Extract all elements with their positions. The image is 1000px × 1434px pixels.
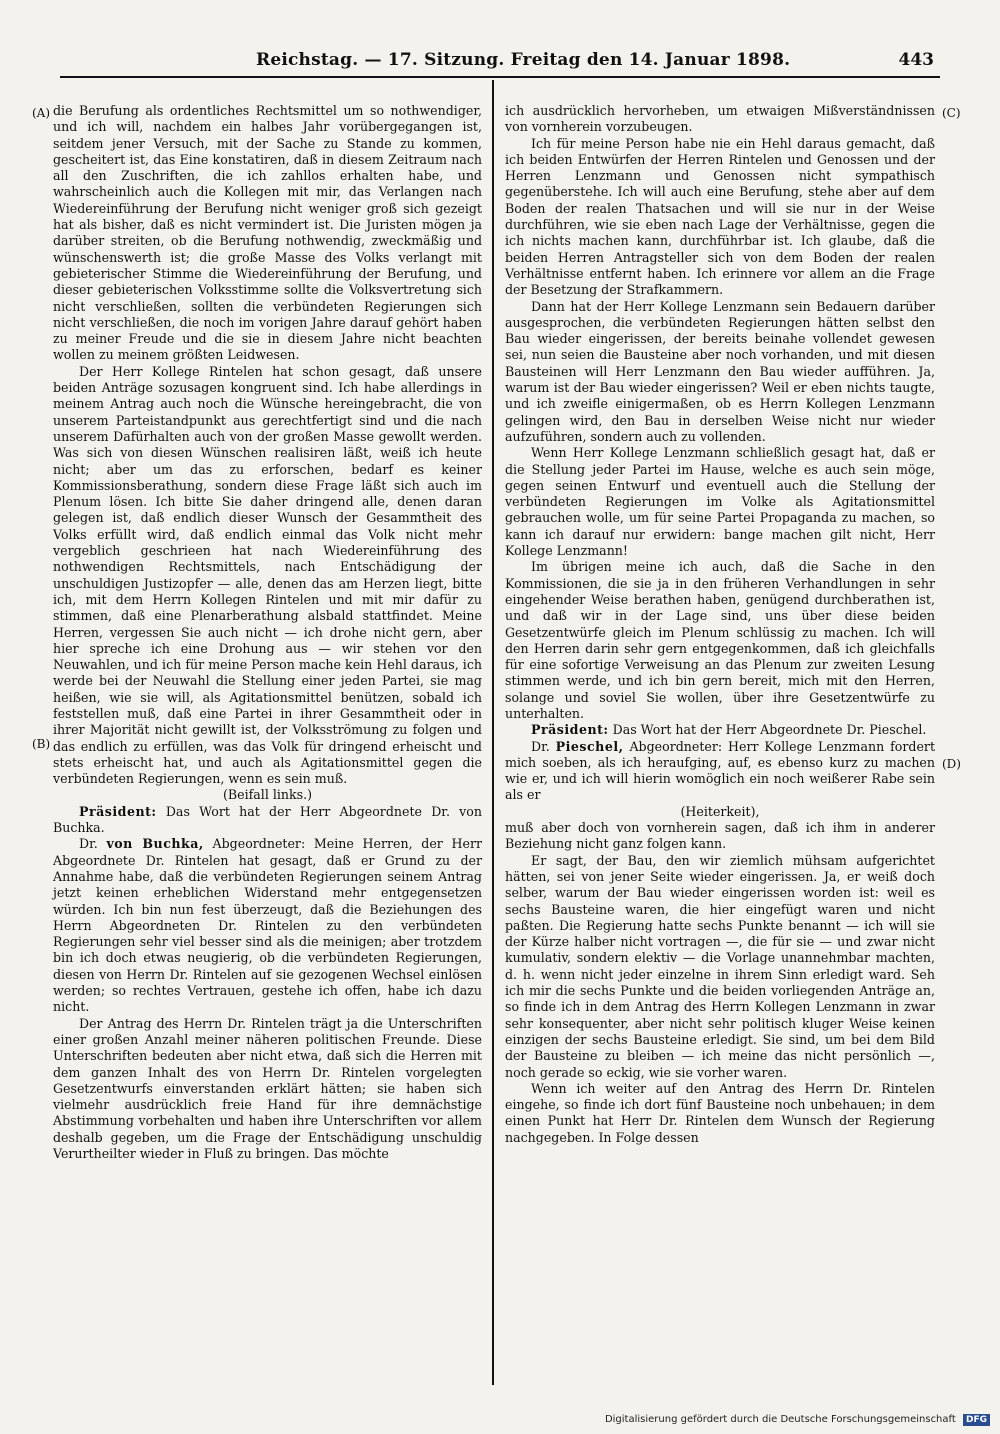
speaker-name: von Buchka, [106,836,204,852]
header-rule [60,76,940,78]
paragraph: muß aber doch von vornherein sagen, daß ich ihm in anderer Beziehung nicht ganz folgen kann. [505,820,935,852]
paragraph: Er sagt, der Bau, den wir ziemlich mühsam aufgerichtet hätten, sei von jener Seite wieder eingerissen. Ja, er weiß doch selber, warum der Bau wieder eingerissen worden ist: weil es sechs Bausteine waren, die hier eingefügt waren und nicht paßten. Die Regierung hatte sechs Punkte benannt — ich will sie der Kürze halber nicht vortragen —, die für sie — und zwar nicht kumulativ, sondern elektiv — die Vorlage unannehmbar machten, d. h. wenn nicht jeder einzelne in ihrem Sinn erledigt ward. Seh ich mir die sechs Punkte und die beiden vorliegenden Anträge an, so finde ich in dem Antrag des Herrn Kollegen Lenzmann in zwar sehr konsequenter, aber nicht sehr politisch kluger Weise keinen einzigen der sechs Bausteine erledigt. Sie sind, um bei dem Bild der Bausteine zu bleiben — ich meine das nicht persönlich —, noch gerade so eckig, wie sie vorher waren. [505,852,935,1080]
column-divider [492,80,494,1385]
paragraph: ich ausdrücklich hervorheben, um etwaigen Mißverständnissen von vornherein vorzubeugen. [505,103,935,135]
speaker-prefix: Dr. [531,738,556,754]
applause-note: (Beifall links.) [222,787,313,803]
running-title: Reichstag. — 17. Sitzung. Freitag den 14. Januar 1898. [256,50,791,70]
president-text: Das Wort hat der Herr Abgeordnete Dr. Pieschel. [608,722,927,738]
president-label: Präsident: [531,722,609,738]
page-number: 443 [898,50,934,70]
margin-mark-d: (D) [942,757,961,771]
speaker-prefix: Dr. [79,836,107,852]
paragraph: Im übrigen meine ich auch, daß die Sache in den Kommissionen, die sie ja in den früheren Verhandlungen in sehr eingehender Weise berathen haben, genügend durchberathen ist, und daß wir in der Lage sind, uns über diese beiden Gesetzentwürfe gleich im Plenum schlüssig zu machen. Ich will den Herren darin sehr gern entgegenkommen, daß ich gleichfalls für eine sofortige Verweisung an das Plenum zur zweiten Lesung stimmen werde, und ich bin gern bereit, mich mit den Herren, solange und soviel Sie wollen, über ihre Gesetzentwürfe zu unterhalten. [505,559,935,721]
paragraph: Der Herr Kollege Rintelen hat schon gesagt, daß unsere beiden Anträge sozusagen kongruent sind. Ich habe allerdings in meinem Antrag auch noch die Wünsche hereingebracht, die von unserem Parteistandpunkt aus gerechtfertigt sind und die nach unserem Dafürhalten auch von der großen Masse gewollt werden. Was sich von diesen Wünschen realisiren läßt, weiß ich heute nicht; aber um das zu erforschen, bedarf es keiner Kommissionsberathung, sondern diese Frage läßt sich auch im Plenum lösen. Ich bitte Sie daher dringend alle, denen daran gelegen ist, daß endlich dieser Wunsch der Gesammtheit des Volks erfüllt wird, daß endlich einmal das Volk nicht mehr vergeblich geschrieen hat nach Wiedereinführung des nothwendigen Rechtsmittels, nach Entschädigung der unschuldigen Justizopfer — alle, denen das am Herzen liegt, bitte ich, mit dem Herrn Kollegen Rintelen und mit mir dafür zu stimmen, daß eine Plenarberathung alsbald stattfindet. Meine Herren, vergessen Sie auch nicht — ich drohe nicht gern, aber hier spreche ich eine Drohung aus — wir stehen vor den Neuwahlen, und ich für meine Person mache kein Hehl daraus, ich werde bei der Neuwahl die Stellung einer jeden Partei, sie mag heißen, wie sie will, als Agitationsmittel benützen, sobald ich feststellen muß, daß eine Partei in ihrer Gesammtheit oder in ihrer Majorität nicht gewillt ist, der Volksströmung zu folgen und das endlich zu erfüllen, was das Volk für dringend erheischt und stets erheischt hat, und auch als Agitationsmittel gegen die verbündeten Regierungen, wenn es sein muß. [53,363,482,787]
president-statement [505,722,935,738]
footer-text: Digitalisierung gefördert durch die Deutsche Forschungsgemeinschaft [604,1414,956,1425]
president-label: Präsident: [79,803,157,819]
speaker-name: Pieschel, [555,738,624,754]
paragraph: Wenn ich weiter auf den Antrag des Herrn Dr. Rintelen eingehe, so finde ich dort fünf Bausteine noch unbehauen; in dem einen Punkt hat Herr Dr. Rintelen dem Wunsch der Regierung nachgegeben. In Folge dessen [505,1080,935,1145]
left-column [53,103,482,1162]
laughter-note: (Heiterkeit), [680,803,760,819]
right-column [505,103,935,1146]
margin-mark-a: (A) [32,106,51,120]
speaker-statement [53,836,482,1015]
paragraph: Ich für meine Person habe nie ein Hehl daraus gemacht, daß ich beiden Entwürfen der Herren Rintelen und Genossen und der Herren Lenzmann und Genossen nicht sympathisch gegenüberstehe. Ich will auch eine Berufung, stehe aber auf dem Boden der realen Thatsachen und will sie nur in der Weise durchführen, wie sie eben nach Lage der Verhältnisse, gegen die ich nichts machen kann, durchführbar ist. Ich glaube, daß die beiden Herren Antragsteller sich von dem Boden der realen Verhältnisse entfernt haben. Ich erinnere vor allem an die Frage der Besetzung der Strafkammern. [505,135,935,298]
paragraph: Dann hat der Herr Kollege Lenzmann sein Bedauern darüber ausgesprochen, die verbündeten Regierungen hätten selbst den Bau wieder eingerissen, der bereits beinahe vollendet gewesen sei, nun seien die Bausteine aber noch vorhanden, und mit diesen Bausteinen will Herr Lenzmann den Bau wieder aufführen. Ja, warum ist der Bau wieder eingerissen? Weil er eben nichts taugte, und ich zweifle einigermaßen, ob es Herrn Kollegen Lenzmann gelingen wird, den Bau in derselben Weise nicht nur wieder aufzuführen, sondern auch zu vollenden. [505,298,935,444]
paragraph: Der Antrag des Herrn Dr. Rintelen trägt ja die Unterschriften einer großen Anzahl meiner näheren politischen Freunde. Diese Unterschriften bedeuten aber nicht etwa, daß sich die Herren mit dem ganzen Inhalt des von Herrn Dr. Rintelen vorgelegten Gesetzentwurfs einverstanden erklärt hätten; sie haben sich vielmehr ausdrücklich freie Hand für ihre demnächstige Abstimmung vorbehalten und haben ihre Unterschriften vor allem deshalb gegeben, um die Frage der Entschädigung unschuldig Verurtheilter wieder in Fluß zu bringen. Das möchte [53,1015,482,1161]
digitization-footer [605,1414,990,1426]
president-text: Das Wort hat der Herr Abgeordnete Dr. von Buchka. [53,803,482,836]
president-statement [53,804,482,837]
page-header [60,50,942,76]
margin-mark-c: (C) [942,106,961,120]
speaker-text: Abgeordneter: Herr Kollege Lenzmann fordert mich soeben, als ich heraufging, auf, es ebenso kurz zu machen wie er, und ich will hierin womöglich ein noch weißerer Rabe sein als er [505,738,935,803]
paragraph: die Berufung als ordentliches Rechtsmittel um so nothwendiger, und ich will, nachdem ein halbes Jahr vorübergegangen ist, seitdem jener Versuch, mit der Sache zu Stande zu kommen, gescheitert ist, das Eine konstatiren, daß in diesem Zeitraum nach all den Zuschriften, die ich zahllos erhalten habe, und wahrscheinlich auch die Kollegen mit mir, das Verlangen nach Wiedereinführung der Berufung nicht weniger groß sich gezeigt hat als bisher, daß es nicht vermindert ist. Die Juristen mögen ja darüber streiten, ob die Berufung nothwendig, zweckmäßig und wünschenswerth ist; die große Masse des Volks verlangt mit gebieterischer Stimme die Wiedereinführung der Berufung, und dieser gebieterischen Volksstimme sollte die Volksvertretung sich nicht verschließen, sollten die verbündeten Regierungen sich nicht verschließen, die noch im vorigen Jahre darauf gehört haben zu meiner Freude und die sie in diesem Jahre nicht beachten wollen zu meinem größten Leidwesen. [53,103,482,363]
dfg-logo: DFG [963,1414,990,1426]
speaker-statement [505,739,935,804]
paragraph: Wenn Herr Kollege Lenzmann schließlich gesagt hat, daß er die Stellung jeder Partei im Hause, welche es auch sein möge, gegen seinen Entwurf und eventuell auch die Stellung der verbündeten Regierungen im Volke als Agitationsmittel gebrauchen wolle, um für seine Partei Propaganda zu machen, so kann ich darauf nur erwidern: bange machen gilt nicht, Herr Kollege Lenzmann! [505,445,935,559]
speaker-text: Abgeordneter: Meine Herren, der Herr Abgeordnete Dr. Rintelen hat gesagt, daß er Grund zu der Annahme habe, daß die verbündeten Regierungen seinem Antrag jetzt keinen erheblichen Widerstand mehr entgegensetzen würden. Ich bin nun fest überzeugt, daß die Beziehungen des Herrn Abgeordneten Dr. Rintelen zu den verbündeten Regierungen sehr viel besser sind als die meinigen; aber trotzdem bin ich doch etwas neugierig, ob die verbündeten Regierungen, diesen von Herrn Dr. Rintelen auf sie gezogenen Wechsel einlösen werden; so rechtes Vertrauen, gestehe ich offen, habe ich dazu nicht. [53,836,483,1015]
margin-mark-b: (B) [32,737,51,751]
